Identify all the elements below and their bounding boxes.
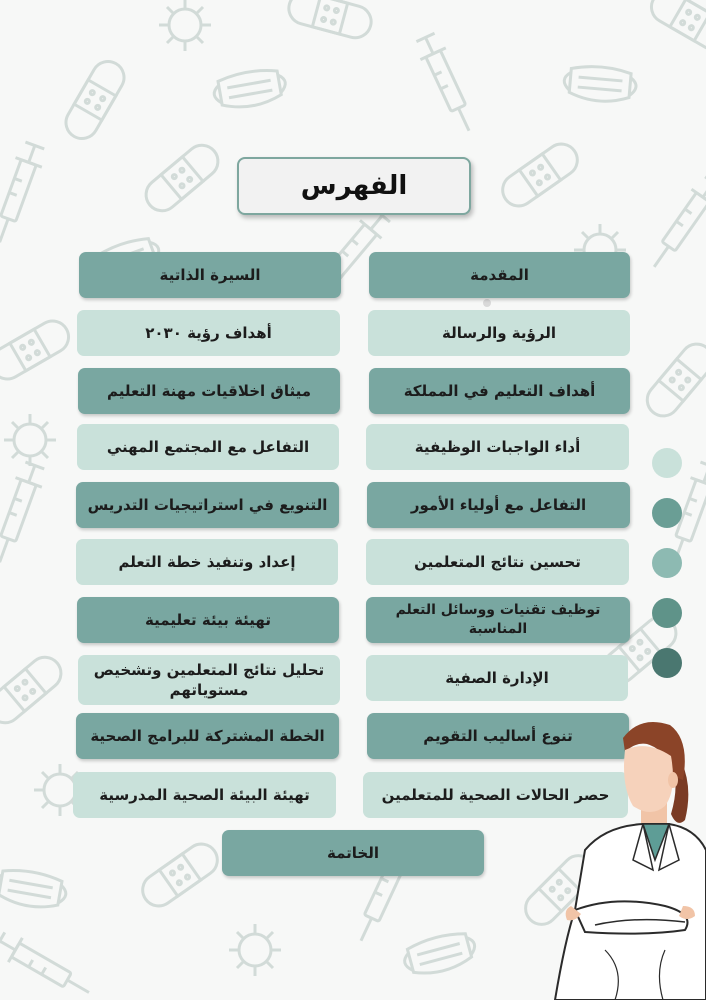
decorative-dot-2 bbox=[652, 498, 682, 528]
index-item-teaching-strategies[interactable]: التنويع في استراتيجيات التدريس bbox=[76, 482, 339, 528]
index-item-job-duties[interactable]: أداء الواجبات الوظيفية bbox=[366, 424, 629, 470]
decorative-dot-small bbox=[483, 299, 491, 307]
index-item-results-analysis[interactable]: تحليل نتائج المتعلمين وتشخيص مستوياتهم bbox=[78, 655, 340, 705]
index-item-parents-interaction[interactable]: التفاعل مع أولياء الأمور bbox=[367, 482, 630, 528]
index-item-learner-results[interactable]: تحسين نتائج المتعلمين bbox=[366, 539, 629, 585]
index-item-vision-2030[interactable]: أهداف رؤية ٢٠٣٠ bbox=[77, 310, 340, 356]
decorative-dot-1 bbox=[652, 448, 682, 478]
index-item-conclusion[interactable]: الخاتمة bbox=[222, 830, 484, 876]
index-item-ethics-charter[interactable]: ميثاق اخلاقيات مهنة التعليم bbox=[78, 368, 340, 414]
index-item-learning-technologies[interactable]: توظيف تقنيات ووسائل التعلم المناسبة bbox=[366, 597, 630, 643]
index-item-health-cases[interactable]: حصر الحالات الصحية للمتعلمين bbox=[363, 772, 628, 818]
index-item-school-health[interactable]: تهيئة البيئة الصحية المدرسية bbox=[73, 772, 336, 818]
index-item-introduction[interactable]: المقدمة bbox=[369, 252, 630, 298]
index-item-professional-community[interactable]: التفاعل مع المجتمع المهني bbox=[77, 424, 339, 470]
index-item-cv[interactable]: السيرة الذاتية bbox=[79, 252, 341, 298]
index-item-classroom-management[interactable]: الإدارة الصفية bbox=[366, 655, 628, 701]
decorative-dot-4 bbox=[652, 598, 682, 628]
index-item-health-programs[interactable]: الخطة المشتركة للبرامج الصحية bbox=[76, 713, 339, 759]
decorative-dot-3 bbox=[652, 548, 682, 578]
doctor-illustration bbox=[545, 710, 706, 1000]
index-item-learning-environment[interactable]: تهيئة بيئة تعليمية bbox=[77, 597, 339, 643]
index-item-education-goals[interactable]: أهداف التعليم في المملكة bbox=[369, 368, 630, 414]
decorative-dot-5 bbox=[652, 648, 682, 678]
index-item-vision-mission[interactable]: الرؤية والرسالة bbox=[368, 310, 630, 356]
index-item-learning-plan[interactable]: إعداد وتنفيذ خطة التعلم bbox=[76, 539, 338, 585]
index-item-assessment-methods[interactable]: تنوع أساليب التقويم bbox=[367, 713, 629, 759]
page-title: الفهرس bbox=[237, 157, 471, 215]
